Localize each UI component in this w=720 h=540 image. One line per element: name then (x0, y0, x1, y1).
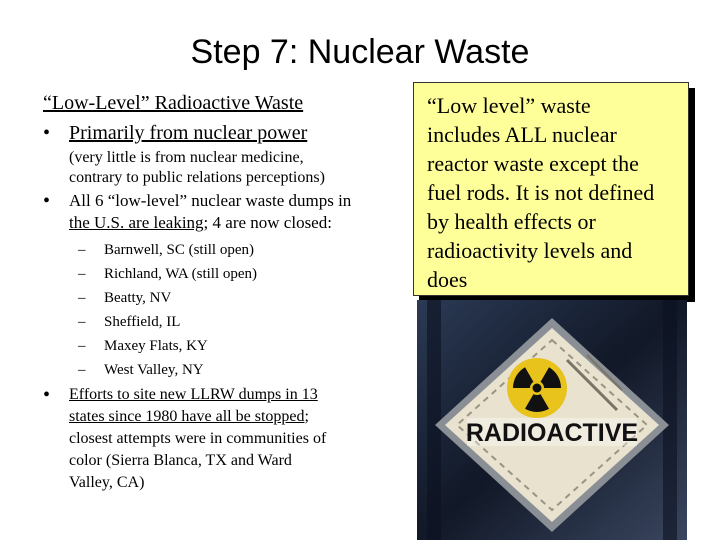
bullet-dumps-line-2 (69, 213, 332, 233)
bullet-efforts-line-3: closest attempts were in communities of (69, 430, 327, 447)
radioactive-sign-graphic (417, 300, 687, 540)
site-item: Richland, WA (still open) (104, 266, 258, 282)
dash-marker: – (78, 242, 86, 258)
radiation-trefoil-icon (507, 358, 567, 418)
bullet-efforts-line-1: Efforts to site new LLRW dumps in 13 (69, 386, 318, 403)
note-line-1: (very little is from nuclear medicine, (69, 149, 304, 166)
callout-line: includes ALL nuclear (427, 122, 617, 147)
dash-marker: – (78, 362, 86, 378)
bullet-dumps-line-1: All 6 “low-level” nuclear waste dumps in (69, 191, 352, 210)
callout-line: by health effects or (427, 209, 596, 234)
dash-marker: – (78, 266, 86, 282)
note-line-2: contrary to public relations perceptions) (69, 169, 325, 186)
callout-line: does (427, 265, 685, 352)
site-item: West Valley, NY (104, 362, 204, 378)
dash-marker: – (78, 338, 86, 354)
dash-marker: – (78, 314, 86, 330)
callout-line: reactor waste except the (427, 151, 639, 176)
bullet-nuclear-power: Primarily from nuclear power (69, 122, 308, 144)
leaking-underlined: the U.S. are leaking (69, 213, 204, 232)
callout-line: radioactivity levels and (427, 238, 633, 263)
radioactive-sign-photo (417, 300, 687, 540)
closed-text: ; 4 are now closed: (203, 213, 332, 232)
site-item: Sheffield, IL (104, 314, 181, 330)
bullet-marker: • (43, 384, 51, 406)
callout-line: fuel rods. It is not defined (427, 180, 655, 205)
bullet-marker: • (43, 122, 51, 144)
site-item: Beatty, NV (104, 290, 172, 306)
site-item: Maxey Flats, KY (104, 338, 208, 354)
dash-marker: – (78, 290, 86, 306)
bullet-efforts-line-5: Valley, CA) (69, 474, 145, 491)
bullet-efforts-line-4: color (Sierra Blanca, TX and Ward (69, 452, 292, 469)
bullet-efforts-line-2: states since 1980 have all be stopped; (69, 408, 309, 425)
callout-line: “Low level” waste (427, 93, 591, 118)
sign-text: RADIOACTIVE (465, 419, 639, 447)
section-heading: “Low-Level” Radioactive Waste (43, 92, 304, 114)
site-item: Barnwell, SC (still open) (104, 242, 254, 258)
callout-box (413, 82, 689, 296)
slide-title: Step 7: Nuclear Waste (190, 33, 530, 71)
bullet-marker: • (43, 190, 51, 212)
